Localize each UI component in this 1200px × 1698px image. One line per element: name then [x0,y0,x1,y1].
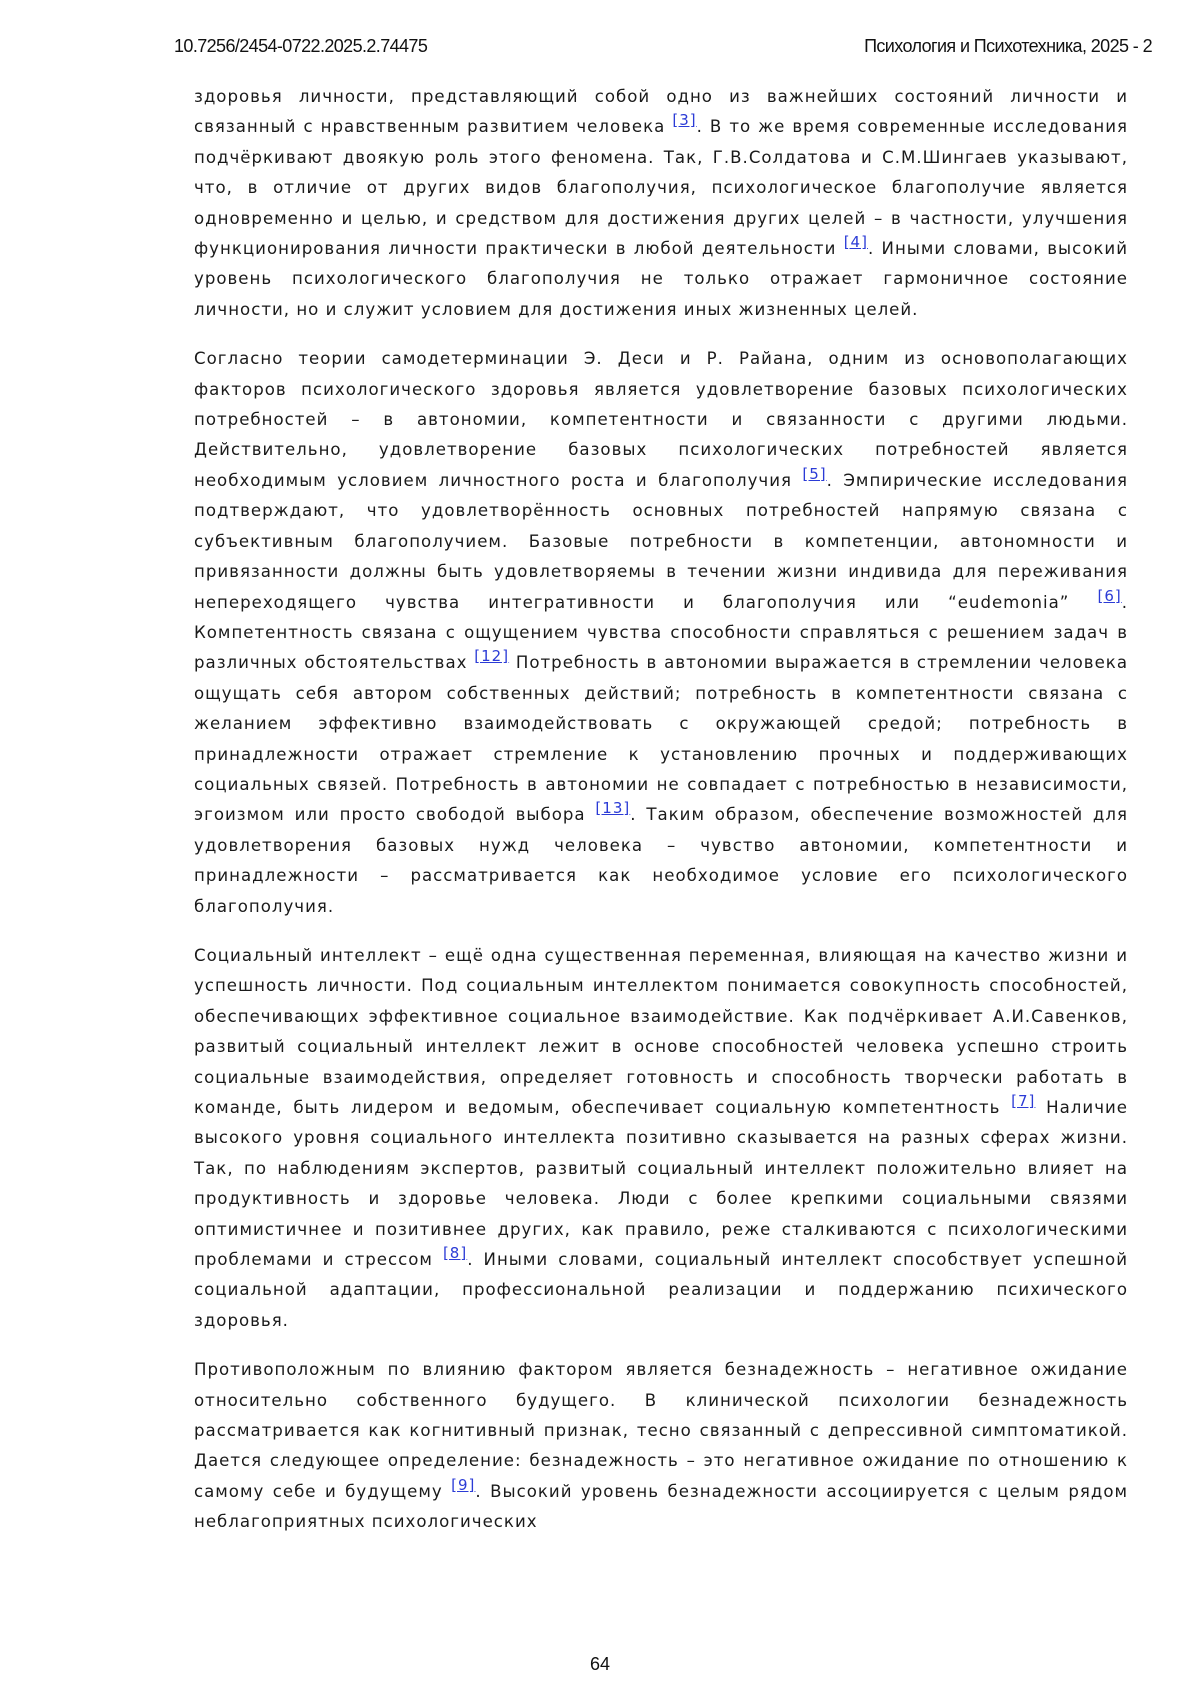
paragraph-text: Противоположным по влиянию фактором является безнадежность – негативное ожидание относительно собственного будущего. В клинической психологии безнадежность рассматривается как когнитивный признак, тесно связанный с депрессивной симптоматикой. Дается следующее определение: безнадежность – это негативное ожидание по отношению к самому себе и будущему [194,1360,1128,1501]
paragraph-text: Потребность в автономии выражается в стремлении человека ощущать себя автором собственных действий; потребность в компетентности связана с желанием эффективно взаимодействовать с окружающей средой; потребность в принадлежности отражает стремление к установлению прочных и поддерживающих социальных связей. Потребность в автономии не совпадает с потребностью в независимости, эгоизмом или просто свободой выбора [194,653,1128,824]
paragraph-1 [194,82,1128,325]
paragraph-4 [194,1355,1128,1537]
paragraph-text: . Иными словами, высокий уровень психологического благополучия не только отражает гармоничное состояние личности, но и служит условием для достижения иных жизненных целей. [194,239,1128,319]
article-body [194,82,1128,1557]
paragraph-text: . В то же время современные исследования подчёркивают двоякую роль этого феномена. Так, Г.В.Солдатова и С.М.Шингаев указывают, что, в отличие от других видов благополучия, психологическое благополучие является одновременно и целью, и средством для достижения других целей – в частности, улучшения функционирования личности практически в любой деятельности [194,117,1128,258]
reference-link-9[interactable]: [9] [451,1476,475,1494]
page-header [174,36,1152,60]
reference-link-6[interactable]: [6] [1097,587,1121,605]
paragraph-text: . Иными словами, социальный интеллект способствует успешной социальной адаптации, профессиональной реализации и поддержанию психического здоровья. [194,1250,1128,1330]
paragraph-2 [194,344,1128,922]
paragraph-text: здоровья личности, представляющий собой одно из важнейших состояний личности и связанный с нравственным развитием человека [194,87,1128,136]
reference-link-12[interactable]: [12] [474,647,509,665]
reference-link-5[interactable]: [5] [802,465,826,483]
doi-label: 10.7256/2454-0722.2025.2.74475 [174,36,427,57]
paragraph-text: Социальный интеллект – ещё одна существенная переменная, влияющая на качество жизни и успешность личности. Под социальным интеллектом понимается совокупность способностей, обеспечивающих эффективное социальное взаимодействие. Как подчёркивает А.И.Савенков, развитый социальный интеллект лежит в основе способностей человека успешно строить социальные взаимодействия, определяет готовность и способность творчески работать в команде, быть лидером и ведомым, обеспечивает социальную компетентность [194,946,1128,1117]
journal-title: Психология и Психотехника, 2025 - 2 [864,36,1152,57]
paragraph-text: . Высокий уровень безнадежности ассоциируется с целым рядом неблагоприятных психологических [194,1482,1128,1531]
reference-link-4[interactable]: [4] [844,233,868,251]
paragraph-text: . Эмпирические исследования подтверждают, что удовлетворённость основных потребностей напрямую связана с субъективным благополучием. Базовые потребности в компетенции, автономности и привязанности должны быть удовлетворяемы в течении жизни индивида для переживания непереходящего чувства интегративности и благополучия или “eudemonia” [194,471,1128,612]
paragraph-3 [194,941,1128,1336]
paragraph-text: Согласно теории самодетерминации Э. Деси и Р. Райана, одним из основополагающих факторов психологического здоровья является удовлетворение базовых психологических потребностей – в автономии, компетентности и связанности с другими людьми. Действительно, удовлетворение базовых психологических потребностей является необходимым условием личностного роста и благополучия [194,349,1128,490]
paragraph-text: Наличие высокого уровня социального интеллекта позитивно сказывается на разных сферах жизни. Так, по наблюдениям экспертов, развитый социальный интеллект положительно влияет на продуктивность и здоровье человека. Люди с более крепкими социальными связями оптимистичнее и позитивнее других, как правило, реже сталкиваются с психологическими проблемами и стрессом [194,1098,1128,1269]
reference-link-13[interactable]: [13] [595,799,630,817]
paragraph-text: . Компетентность связана с ощущением чувства способности справляться с решением задач в различных обстоятельствах [194,593,1128,673]
reference-link-3[interactable]: [3] [672,111,696,129]
page-number: 64 [0,1654,1200,1675]
paragraph-text: . Таким образом, обеспечение возможностей для удовлетворения базовых нужд человека – чувство автономии, компетентности и принадлежности – рассматривается как необходимое условие его психологического благополучия. [194,805,1128,915]
reference-link-8[interactable]: [8] [443,1244,467,1262]
reference-link-7[interactable]: [7] [1011,1092,1035,1110]
